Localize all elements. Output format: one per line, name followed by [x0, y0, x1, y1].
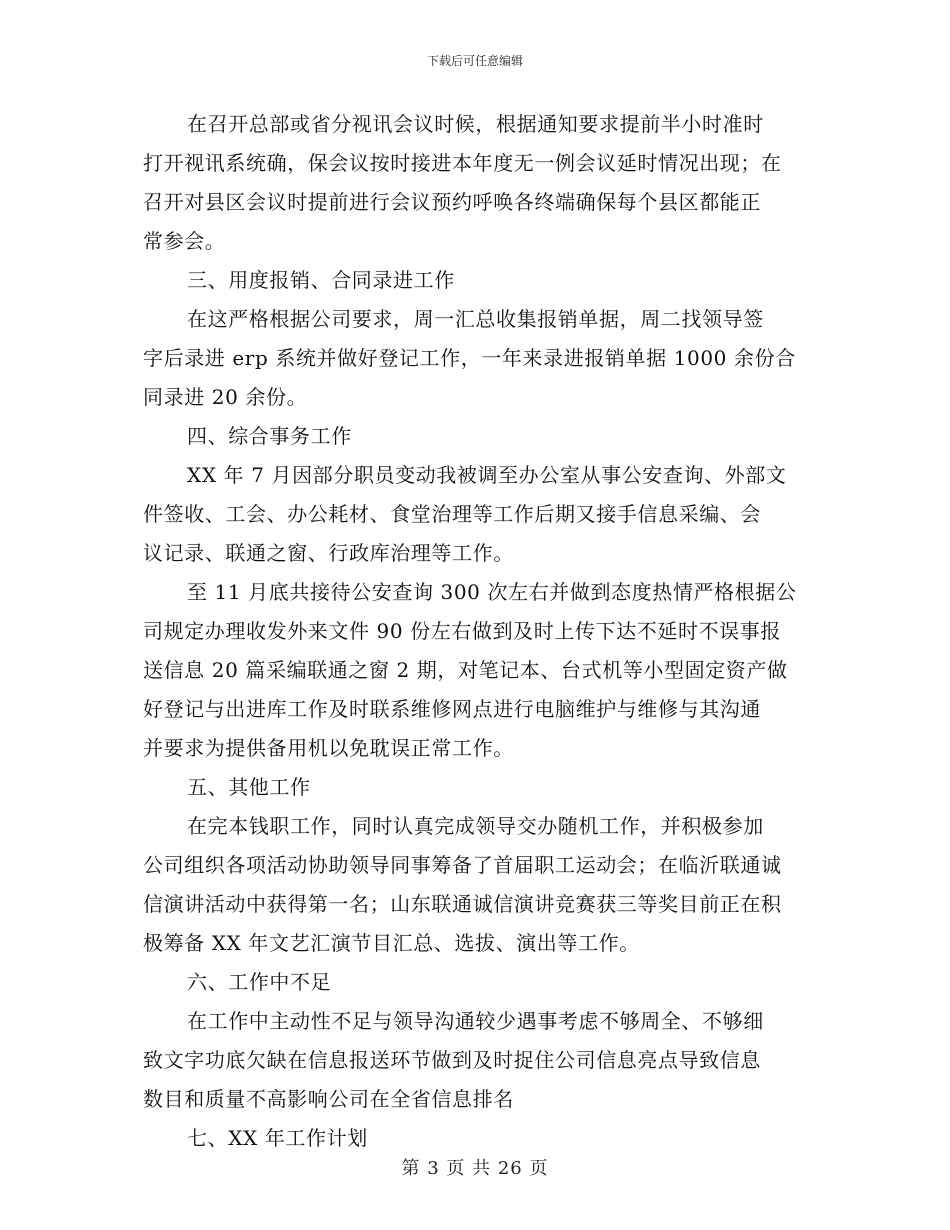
text-line: 数目和质量不高影响公司在全省信息排名: [143, 1087, 514, 1111]
text-line: 并要求为提供备用机以免耽误正常工作。: [143, 736, 514, 760]
text-line: 召开对县区会议时提前进行会议预约呼唤各终端确保每个县区都能正: [143, 190, 761, 214]
text-line: 五、其他工作: [187, 775, 311, 799]
text-line: 在完本钱职工作，同时认真完成领导交办随机工作，并积极参加: [187, 814, 764, 838]
text-line: 在工作中主动性不足与领导沟通较少遇事考虑不够周全、不够细: [187, 1009, 764, 1033]
text-line: 司规定办理收发外来文件 90 份左右做到及时上传下达不延时不误事报: [143, 619, 781, 643]
text-line: 六、工作中不足: [187, 970, 332, 994]
text-line: 议记录、联通之窗、行政库治理等工作。: [143, 541, 514, 565]
text-line: 在召开总部或省分视讯会议时候，根据通知要求提前半小时准时: [187, 112, 764, 136]
text-line: 三、用度报销、合同录进工作: [187, 268, 455, 292]
text-line: 常参会。: [143, 229, 226, 253]
text-line: 极筹备 XX 年文艺汇演节目汇总、选拔、演出等工作。: [143, 931, 640, 955]
text-line: 好登记与出进库工作及时联系维修网点进行电脑维护与维修与其沟通: [143, 697, 761, 721]
text-line: XX 年 7 月因部分职员变动我被调至办公室从事公安查询、外部文: [187, 463, 787, 487]
text-line: 字后录进 erp 系统并做好登记工作，一年来录进报销单据 1000 余份合: [143, 346, 796, 370]
text-line: 七、XX 年工作计划: [187, 1126, 368, 1150]
text-line: 同录进 20 余份。: [143, 385, 308, 409]
document-body: [143, 105, 808, 1158]
text-line: 在这严格根据公司要求，周一汇总收集报销单据，周二找领导签: [187, 307, 764, 331]
text-line: 信演讲活动中获得第一名；山东联通诚信演讲竞赛获三等奖目前正在积: [143, 892, 782, 916]
text-line: 致文字功底欠缺在信息报送环节做到及时捉住公司信息亮点导致信息: [143, 1048, 761, 1072]
text-line: 四、综合事务工作: [187, 424, 352, 448]
text-line: 公司组织各项活动协助领导同事筹备了首届职工运动会；在临沂联通诚: [143, 853, 782, 877]
text-line: 打开视讯系统确，保会议按时接进本年度无一例会议延时情况出现；在: [143, 151, 782, 175]
text-line: 送信息 20 篇采编联通之窗 2 期，对笔记本、台式机等小型固定资产做: [143, 658, 788, 682]
text-line: 件签收、工会、办公耗材、食堂治理等工作后期又接手信息采编、会: [143, 502, 761, 526]
text-line: 至 11 月底共接待公安查询 300 次左右并做到态度热情严格根据公: [187, 580, 797, 604]
page-header: 下载后可任意编辑: [426, 54, 523, 68]
page-footer: 第 3 页 共 26 页: [401, 1158, 549, 1179]
